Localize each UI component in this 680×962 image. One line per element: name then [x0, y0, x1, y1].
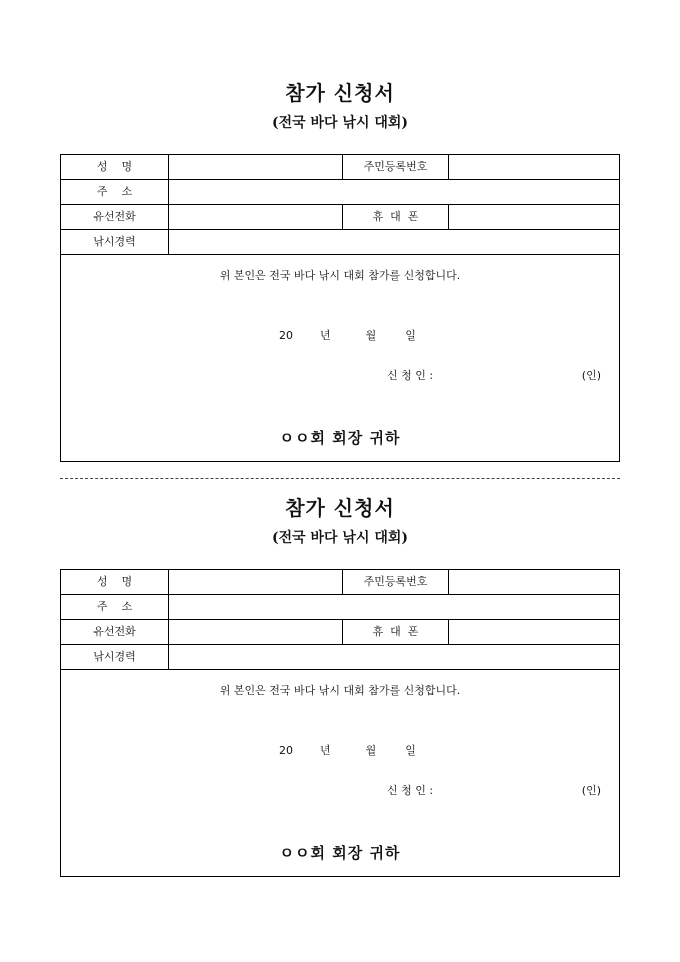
- table-row: [61, 620, 619, 645]
- applicant-label: 신 청 인 :: [387, 369, 434, 382]
- mobile-field[interactable]: [449, 205, 619, 229]
- declaration-box: [61, 670, 619, 876]
- mobile-field[interactable]: [449, 620, 619, 644]
- resident-id-field[interactable]: [449, 155, 619, 179]
- fishing-career-label: 낚시경력: [61, 645, 169, 669]
- address-field[interactable]: [169, 595, 619, 619]
- address-field[interactable]: [169, 180, 619, 204]
- date-line: [279, 742, 416, 758]
- applicant-label: 신 청 인 :: [387, 784, 434, 797]
- form-title: 참가 신청서: [285, 81, 395, 105]
- landline-label: 유선전화: [61, 205, 169, 229]
- form-title: 참가 신청서: [285, 496, 395, 520]
- declaration-statement: 위 본인은 전국 바다 낚시 대회 참가를 신청합니다.: [219, 269, 461, 282]
- cut-line: [60, 478, 620, 479]
- month-label: 월: [365, 329, 377, 342]
- fishing-career-field[interactable]: [169, 645, 619, 669]
- mobile-label: 휴 대 폰: [343, 620, 449, 644]
- addressee: ㅇㅇ회 회장 귀하: [279, 429, 401, 447]
- table-row: [61, 595, 619, 620]
- year-label: 년: [320, 329, 331, 342]
- name-label: 성 명: [61, 155, 169, 179]
- table-row: [61, 570, 619, 595]
- table-row: [61, 230, 619, 255]
- seal-mark: (인): [581, 784, 601, 797]
- seal-mark: (인): [581, 369, 601, 382]
- form-subtitle: (전국 바다 낚시 대회): [271, 115, 409, 131]
- applicant-table: [60, 569, 620, 877]
- table-row: [61, 155, 619, 180]
- declaration-statement: 위 본인은 전국 바다 낚시 대회 참가를 신청합니다.: [219, 684, 461, 697]
- table-row: [61, 645, 619, 670]
- day-label: 일: [405, 329, 416, 342]
- resident-id-label: 주민등록번호: [343, 570, 449, 594]
- name-field[interactable]: [169, 570, 343, 594]
- form-subtitle: (전국 바다 낚시 대회): [271, 530, 409, 546]
- day-label: 일: [405, 744, 416, 757]
- fishing-career-label: 낚시경력: [61, 230, 169, 254]
- address-label: 주 소: [61, 595, 169, 619]
- table-row: [61, 180, 619, 205]
- date-line: [279, 327, 416, 343]
- declaration-box: [61, 255, 619, 461]
- address-label: 주 소: [61, 180, 169, 204]
- landline-field[interactable]: [169, 620, 343, 644]
- addressee: ㅇㅇ회 회장 귀하: [279, 844, 401, 862]
- year-label: 년: [320, 744, 331, 757]
- name-label: 성 명: [61, 570, 169, 594]
- year-prefix: 20: [279, 744, 293, 757]
- month-label: 월: [365, 744, 377, 757]
- resident-id-label: 주민등록번호: [343, 155, 449, 179]
- mobile-label: 휴 대 폰: [343, 205, 449, 229]
- applicant-table: [60, 154, 620, 462]
- application-form-2: [60, 493, 620, 877]
- fishing-career-field[interactable]: [169, 230, 619, 254]
- table-row: [61, 205, 619, 230]
- year-prefix: 20: [279, 329, 293, 342]
- landline-field[interactable]: [169, 205, 343, 229]
- resident-id-field[interactable]: [449, 570, 619, 594]
- application-form-1: [60, 78, 620, 462]
- landline-label: 유선전화: [61, 620, 169, 644]
- name-field[interactable]: [169, 155, 343, 179]
